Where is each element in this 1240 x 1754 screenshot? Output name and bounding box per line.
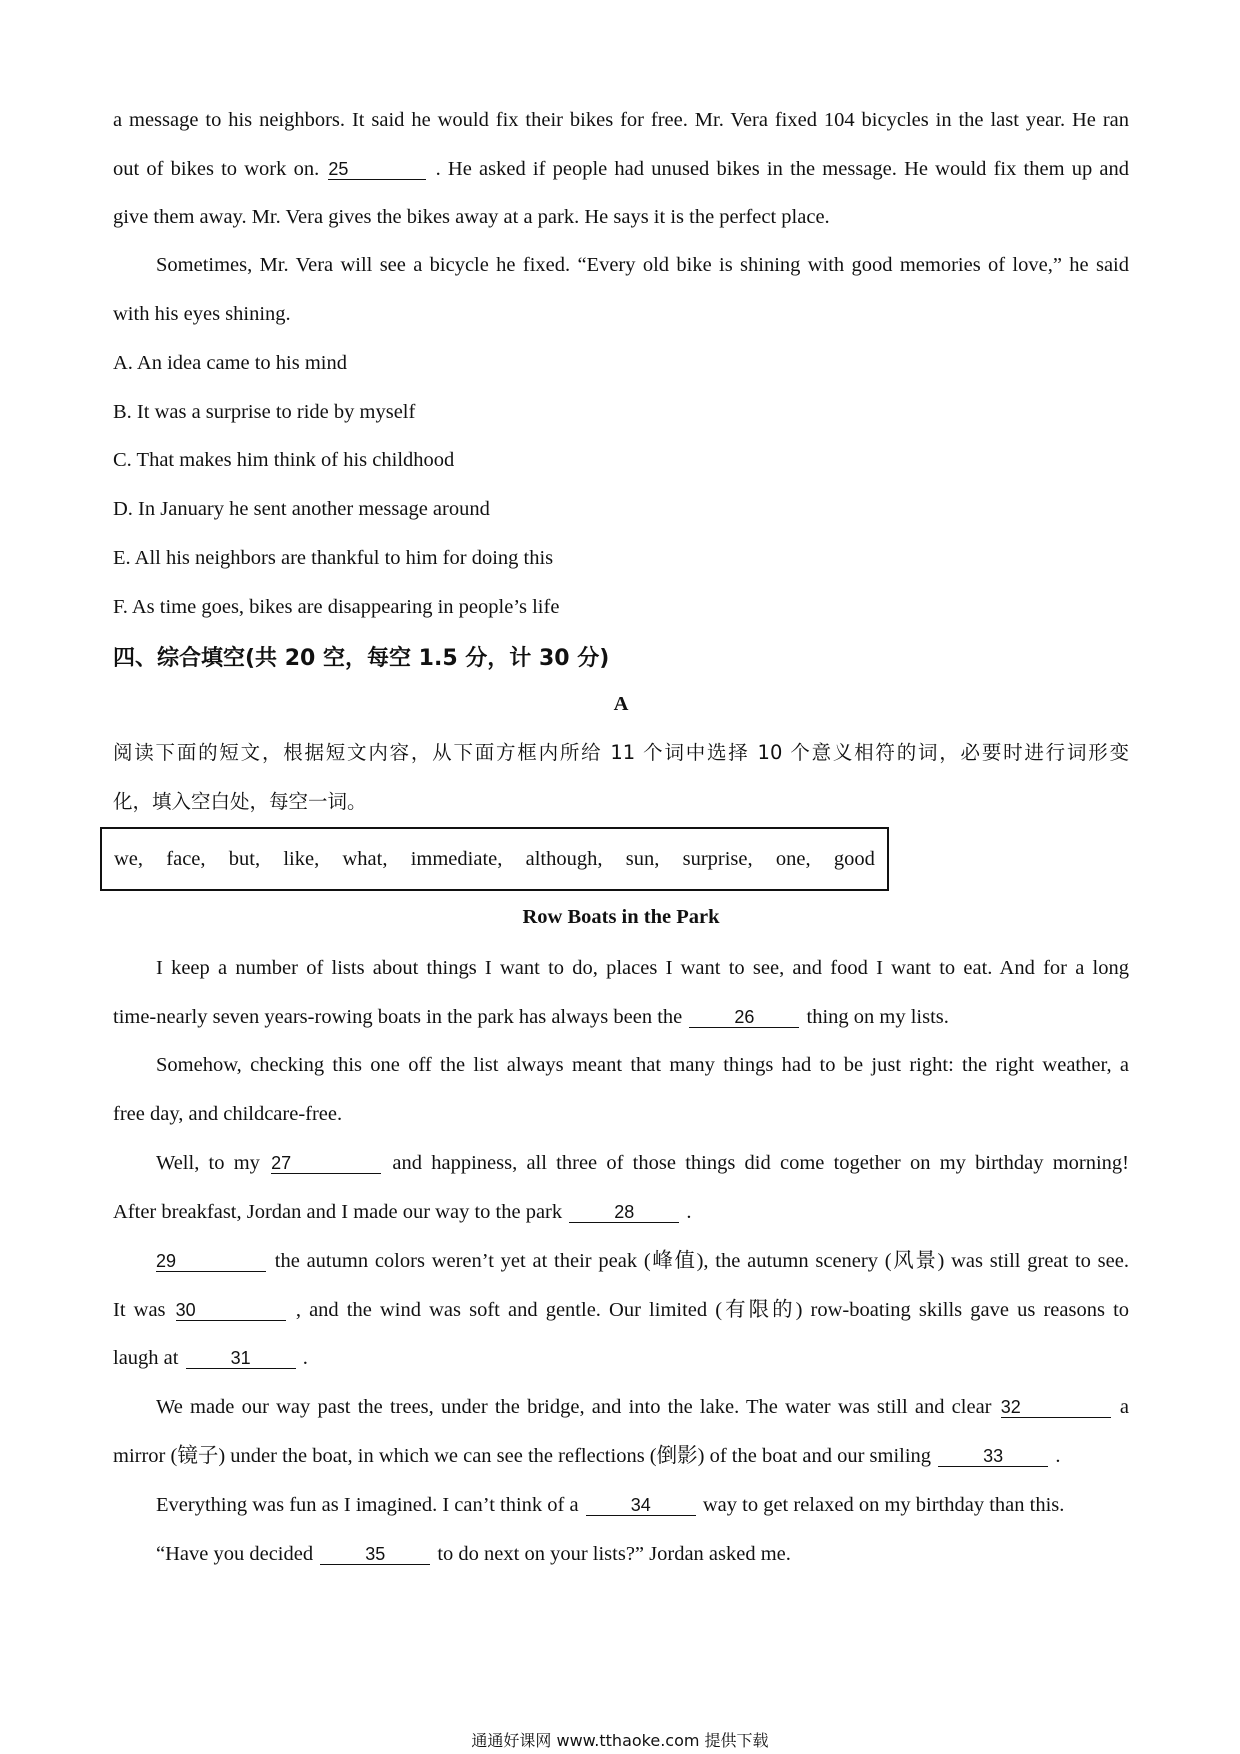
option-f: F. As time goes, bikes are disappearing in people’s life	[113, 596, 560, 618]
text: After breakfast, Jordan and I made our way to the park	[113, 1201, 563, 1223]
word-bank-item: what,	[342, 847, 388, 870]
blank-31[interactable]: 31	[186, 1348, 296, 1369]
passage-line	[113, 1199, 1129, 1225]
option-c: C. That makes him think of his childhood	[113, 449, 455, 471]
passage-line: free day, and childcare-free.	[113, 1103, 343, 1125]
blank-34[interactable]: 34	[586, 1495, 696, 1516]
section-heading: 四、综合填空(共 20 空，每空 1.5 分，计 30 分)	[113, 646, 610, 671]
instruction-line: 阅读下面的短文，根据短文内容，从下面方框内所给 11 个词中选择 10 个意义相符的词，必要时进行词形变	[113, 741, 1129, 764]
word-bank-item: like,	[283, 847, 320, 870]
passage-line	[113, 1297, 1129, 1323]
text: .	[1055, 1445, 1061, 1467]
passage-line	[113, 1004, 1129, 1030]
text: thing on my lists.	[806, 1006, 949, 1028]
text: Well, to my	[156, 1152, 260, 1174]
word-bank-item: immediate,	[410, 847, 503, 870]
part-label: A	[613, 693, 629, 715]
passage-line	[113, 1345, 1129, 1371]
text: laugh at	[113, 1347, 179, 1369]
blank-26[interactable]: 26	[689, 1007, 799, 1028]
page-footer: 通通好课网 www.tthaoke.com 提供下载	[471, 1731, 769, 1750]
word-bank-item: we,	[114, 847, 144, 870]
option-b: B. It was a surprise to ride by myself	[113, 401, 416, 423]
passage-line: Somehow, checking this one off the list always meant that many things had to be just right: the right weather, a	[156, 1054, 1129, 1076]
option-a: A. An idea came to his mind	[113, 352, 347, 374]
passage-line	[156, 1394, 1129, 1420]
word-bank-item: one,	[775, 847, 811, 870]
text: a	[1119, 1396, 1130, 1418]
passage-line	[156, 1150, 1129, 1176]
passage-line: give them away. Mr. Vera gives the bikes away at a park. He says it is the perfect place.	[113, 206, 830, 228]
passage-line	[156, 1492, 1129, 1518]
blank-32[interactable]: 32	[1001, 1397, 1111, 1418]
text: .	[302, 1347, 308, 1369]
text: We made our way past the trees, under the bridge, and into the lake. The water was still and clear	[156, 1396, 992, 1418]
passage-line	[113, 156, 1129, 182]
word-bank-item: surprise,	[682, 847, 753, 870]
text: , and the wind was soft and gentle. Our limited (有限的) row-boating skills gave us reasons to	[295, 1299, 1130, 1321]
blank-30[interactable]: 30	[176, 1300, 286, 1321]
option-d: D. In January he sent another message around	[113, 498, 490, 520]
blank-28[interactable]: 28	[569, 1202, 679, 1223]
passage-line	[156, 1541, 1129, 1567]
text: . He asked if people had unused bikes in the message. He would fix them up and	[435, 158, 1130, 180]
text: time-nearly seven years-rowing boats in the park has always been the	[113, 1006, 683, 1028]
passage-line: a message to his neighbors. It said he would fix their bikes for free. Mr. Vera fixed 104 bicycles in the last year. He ran	[113, 109, 1129, 131]
text: and happiness, all three of those things did come together on my birthday morning!	[392, 1152, 1130, 1174]
passage-line: Sometimes, Mr. Vera will see a bicycle he fixed. “Every old bike is shining with good memories of love,” he said	[156, 254, 1129, 276]
passage-line	[156, 1248, 1129, 1274]
text: “Have you decided	[156, 1543, 314, 1565]
blank-35[interactable]: 35	[320, 1544, 430, 1565]
blank-25[interactable]: 25	[328, 159, 426, 180]
passage-line: I keep a number of lists about things I want to do, places I want to see, and food I want to eat. And for a long	[156, 957, 1129, 979]
word-bank-item: face,	[166, 847, 206, 870]
blank-33[interactable]: 33	[938, 1446, 1048, 1467]
text: way to get relaxed on my birthday than this.	[702, 1494, 1065, 1516]
word-bank-item: good	[833, 847, 875, 870]
word-bank-item: although,	[525, 847, 603, 870]
passage-line: with his eyes shining.	[113, 303, 291, 325]
blank-29[interactable]: 29	[156, 1251, 266, 1272]
text: the autumn colors weren’t yet at their peak (峰值), the autumn scenery (风景) was still great to see.	[274, 1250, 1129, 1272]
option-e: E. All his neighbors are thankful to him for doing this	[113, 547, 554, 569]
text: to do next on your lists?” Jordan asked me.	[437, 1543, 791, 1565]
passage-line	[113, 1443, 1129, 1469]
blank-27[interactable]: 27	[271, 1153, 381, 1174]
word-bank-item: but,	[228, 847, 261, 870]
text: out of bikes to work on.	[113, 158, 320, 180]
passage-title: Row Boats in the Park	[522, 906, 720, 928]
text: .	[686, 1201, 692, 1223]
text: Everything was fun as I imagined. I can’t think of a	[156, 1494, 579, 1516]
text: It was	[113, 1299, 166, 1321]
word-bank-box	[100, 827, 889, 891]
instruction-line: 化，填入空白处，每空一词。	[113, 790, 367, 813]
text: mirror (镜子) under the boat, in which we can see the reflections (倒影) of the boat and our smiling	[113, 1445, 932, 1467]
word-bank-item: sun,	[625, 847, 660, 870]
